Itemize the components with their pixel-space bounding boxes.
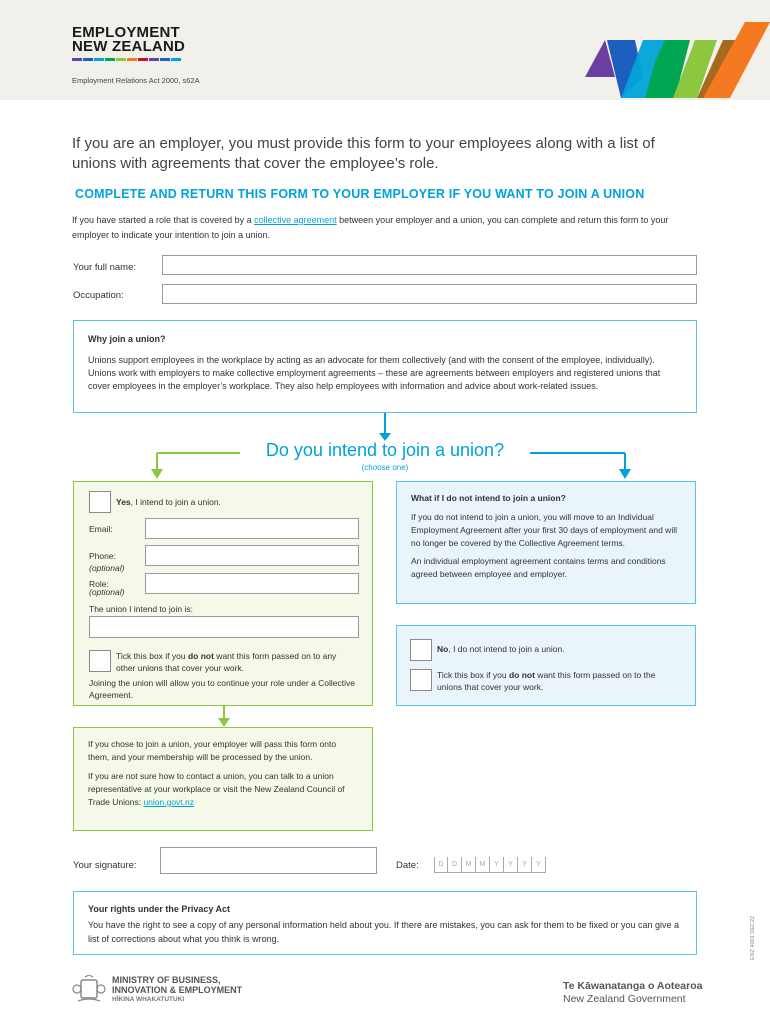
union-label: The union I intend to join is:	[89, 604, 193, 614]
yes-label: Yes, I intend to join a union.	[116, 497, 221, 507]
why-join-title: Why join a union?	[88, 334, 166, 344]
mbie-line1: MINISTRY OF BUSINESS,	[112, 975, 221, 985]
union-field[interactable]	[89, 616, 359, 638]
next-steps-p1: If you chose to join a union, your employer will pass this form onto them, and your membership will be processed by the union.	[88, 739, 337, 762]
email-field[interactable]	[145, 518, 359, 539]
next-steps-p2: If you are not sure how to contact a union, you can talk to a union representative at your workplace or visit the New Zealand Council of Trade Unions: union.govt.nz	[88, 771, 345, 807]
logo-colour-bar	[72, 58, 185, 61]
date-slot: Y	[490, 857, 504, 873]
mbie-logo	[72, 975, 242, 1005]
yes-box	[73, 481, 373, 706]
joining-note: Joining the union will allow you to continue your role under a Collective Agreement.	[89, 678, 356, 700]
form-code: ENZ 4001 DEC22	[750, 915, 756, 960]
date-slot: D	[434, 857, 448, 873]
date-label: Date:	[396, 860, 419, 871]
why-join-body: Unions support employees in the workplace by acting as an advocate for them collectively (and with the consent of the employee, individually). Unions work with employers to make collective employment agreements – these are agreements between employers and registered unions that cover employees in the employer’s workplace. They also help employees with information and advice about work-related issues.	[88, 355, 661, 391]
phone-label: Phone:	[89, 551, 116, 561]
phone-optional-hint: (optional)	[89, 563, 125, 573]
yes-checkbox[interactable]	[89, 491, 111, 513]
what-if-p1: If you do not intend to join a union, you will move to an Individual Employment Agreement after your first 30 days of employment and will no longer be covered by the Collective Agreement terms.	[411, 512, 677, 548]
form-banner: COMPLETE AND RETURN THIS FORM TO YOUR EMPLOYER IF YOU WANT TO JOIN A UNION	[75, 187, 645, 201]
email-label: Email:	[89, 524, 113, 534]
question-subtitle: (choose one)	[361, 463, 409, 472]
header	[0, 0, 770, 100]
yes-tick-text: Tick this box if you do not want this form passed on to any other unions that cover your work.	[116, 651, 337, 673]
what-if-box	[396, 481, 696, 604]
date-slot: Y	[504, 857, 518, 873]
occupation-field[interactable]	[162, 284, 697, 304]
act-reference: Employment Relations Act 2000, s62A	[72, 76, 200, 85]
collective-agreement-link[interactable]: collective agreement	[254, 215, 337, 225]
occupation-label: Occupation:	[73, 290, 124, 301]
privacy-title: Your rights under the Privacy Act	[88, 904, 231, 914]
full-name-field[interactable]	[162, 255, 697, 275]
privacy-box	[73, 891, 697, 955]
role-label: Role:	[89, 579, 109, 589]
date-field[interactable]	[434, 857, 560, 873]
no-tick-text: Tick this box if you do not want this form passed on to the unions that cover your work.	[437, 670, 656, 692]
nz-gov-english: New Zealand Government	[563, 993, 686, 1005]
signature-label: Your signature:	[73, 860, 137, 871]
union-govt-link[interactable]: union.govt.nz	[143, 797, 195, 807]
employment-nz-logo	[72, 26, 185, 61]
next-steps-box	[73, 727, 373, 831]
date-slot: Y	[518, 857, 532, 873]
signature-field[interactable]	[160, 847, 377, 874]
coat-of-arms-icon	[72, 975, 106, 1005]
chevron-graphic	[585, 22, 770, 98]
no-checkbox[interactable]	[410, 639, 432, 661]
no-box	[396, 625, 696, 706]
logo-line2: NEW ZEALAND	[72, 38, 186, 55]
what-if-p2: An individual employment agreement contains terms and conditions agreed between employee and employer.	[411, 556, 666, 579]
full-name-label: Your full name:	[73, 262, 137, 273]
mbie-line2: INNOVATION & EMPLOYMENT	[112, 985, 243, 995]
yes-no-pass-checkbox[interactable]	[89, 650, 111, 672]
intro-text: If you are an employer, you must provide this form to your employees along with a list of unions with agreements that cover the employee’s role.	[72, 135, 655, 172]
phone-field[interactable]	[145, 545, 359, 566]
nz-government-logo	[563, 980, 702, 1006]
why-join-box	[73, 320, 697, 413]
date-slot: D	[448, 857, 462, 873]
question-title: Do you intend to join a union?	[265, 440, 505, 460]
instructions-paragraph: If you have started a role that is covered by a collective agreement between your employer and a union, you can complete and return this form to your employer to indicate your intention to join a union.	[72, 215, 669, 240]
date-slot: M	[476, 857, 490, 873]
no-label: No, I do not intend to join a union.	[437, 644, 565, 654]
role-optional-hint: (optional)	[89, 587, 125, 597]
nz-gov-maori: Te Kāwanatanga o Aotearoa	[563, 980, 703, 992]
role-field[interactable]	[145, 573, 359, 594]
what-if-title: What if I do not intend to join a union?	[411, 493, 566, 503]
no-no-pass-checkbox[interactable]	[410, 669, 432, 691]
logo-line1: EMPLOYMENT	[72, 24, 180, 41]
privacy-body: You have the right to see a copy of any personal information held about you. If there are mistakes, you can ask for them to be fixed or you can give a list of corrections about what you think is wrong.	[88, 920, 680, 944]
date-slot: Y	[532, 857, 546, 873]
down-arrow-icon	[215, 706, 233, 728]
mbie-line3: HĪKINA WHAKATUTUKI	[112, 996, 185, 1003]
date-slot: M	[462, 857, 476, 873]
